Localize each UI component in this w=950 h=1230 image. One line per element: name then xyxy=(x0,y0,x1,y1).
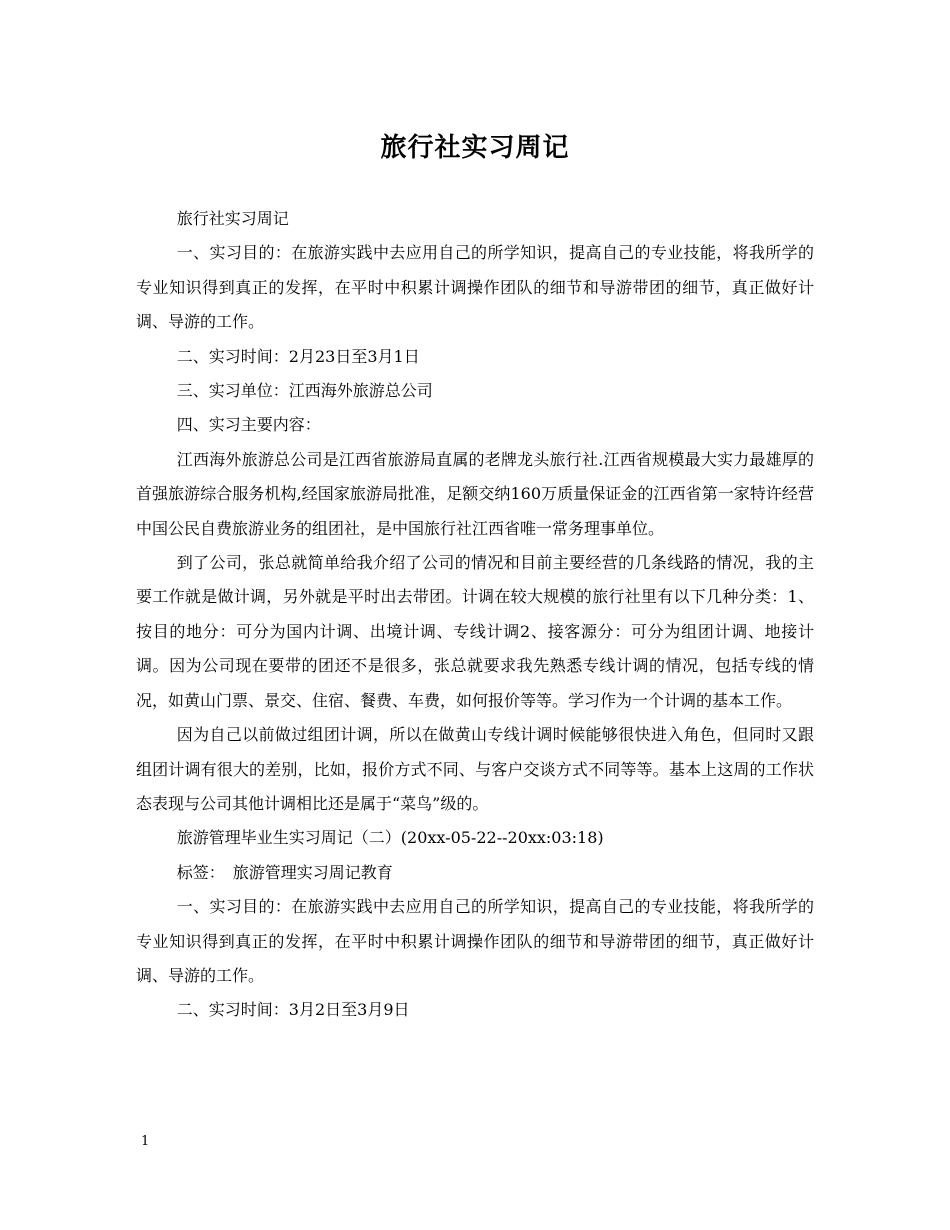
paragraph-unit: 三、实习单位：江西海外旅游总公司 xyxy=(176,381,433,401)
paragraph-work-intro: 到了公司，张总就简单给我介绍了公司的情况和目前主要经营的几条线路的情况，我的主要工作就是做计调，另外就是平时出去带团。计调在较大规模的旅行社里有以下几种分类：1、按目的地分：可分为国内计调、出境计调、专线计调2、接客源分：可分为组团计调、地接计调。因为公司现在要带的团还不是很多，张总就要求我先熟悉专线计调的情况，包括专线的情况，如黄山门票、景交、住宿、餐费、车费，如何报价等等。学习作为一个计调的基本工作。 xyxy=(136,553,814,710)
paragraph-purpose: 一、实习目的：在旅游实践中去应用自己的所学知识，提高自己的专业技能，将我所学的专业知识得到真正的发挥，在平时中积累计调操作团队的细节和导游带团的细节，真正做好计调、导游的工作。 xyxy=(136,243,814,332)
paragraph-time-second: 二、实习时间：3月2日至3月9日 xyxy=(176,1000,410,1020)
page-number: 1 xyxy=(141,1134,150,1149)
document-body xyxy=(136,202,814,1028)
paragraph-heading: 旅行社实习周记 xyxy=(176,209,289,228)
paragraph-content-heading: 四、实习主要内容： xyxy=(176,415,321,435)
paragraph-purpose-repeat: 一、实习目的：在旅游实践中去应用自己的所学知识，提高自己的专业技能，将我所学的专业知识得到真正的发挥，在平时中积累计调操作团队的细节和导游带团的细节，真正做好计调、导游的工作。 xyxy=(136,897,814,985)
paragraph-second-title: 旅游管理毕业生实习周记（二）(20xx-05-22--20xx:03:18) xyxy=(176,828,604,848)
paragraph-time: 二、实习时间：2月23日至3月1日 xyxy=(176,346,420,366)
paragraph-company-intro: 江西海外旅游总公司是江西省旅游局直属的老牌龙头旅行社.江西省规模最大实力最雄厚的首强旅游综合服务机构,经国家旅游局批准，足额交纳160万质量保证金的江西省第一家特许经营中国公民自费旅游业务的组团社，是中国旅行社江西省唯一常务理事单位。 xyxy=(136,449,814,538)
paragraph-reflection: 因为自己以前做过组团计调，所以在做黄山专线计调时候能够很快进入角色，但同时又跟组团计调有很大的差别，比如，报价方式不同、与客户交谈方式不同等等。基本上这周的工作状态表现与公司其他计调相比还是属于“菜鸟”级的。 xyxy=(136,725,814,813)
paragraph-tags: 标签： 旅游管理实习周记教育 xyxy=(176,862,393,882)
page-title: 旅行社实习周记 xyxy=(380,133,570,163)
